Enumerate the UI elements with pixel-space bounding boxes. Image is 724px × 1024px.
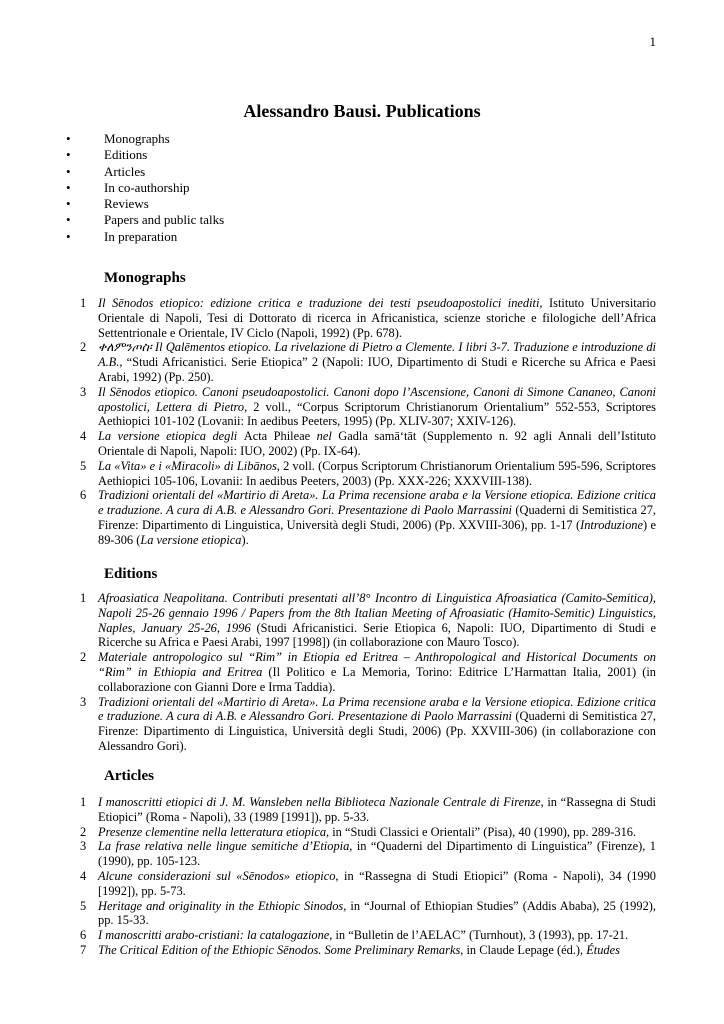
entry-title-segment: The Critical Edition of the Ethiopic Sēnodos. Some Preliminary Remarks <box>98 942 461 957</box>
entry-text <box>98 825 656 840</box>
entry-title-segment: Études <box>586 942 620 957</box>
entry-number: 3 <box>80 384 87 399</box>
bullet: • <box>66 147 71 163</box>
entry-number: 1 <box>80 591 87 605</box>
entry-citation-segment: , in “Quaderni del Dipartimento di Linguistica” (Firenze), 1 (1990), pp. 105-123. <box>98 839 656 869</box>
entry-title-segment: nel <box>316 429 339 444</box>
toc-item <box>0 164 724 180</box>
entry-number: 7 <box>80 942 87 957</box>
toc-label: Monographs <box>104 131 170 146</box>
entry-text <box>98 591 656 650</box>
entry-citation-segment: , 2 voll., “Corpus Scriptorum Christianorum Orientalium” 552-553, Scriptores Aethiopici 101-102 (Lovanii: In aedibus Peeters, 1995) (Pp. XLIV-307; XXIV-126). <box>98 399 656 429</box>
publication-entry <box>0 459 724 489</box>
section-heading-articles: Articles <box>104 768 154 784</box>
entry-title-segment: Presenze clementine nella letteratura etiopica <box>98 824 327 839</box>
entry-number: 1 <box>80 795 87 809</box>
entry-title-segment: Il Sēnodos etiopico: edizione critica e traduzione dei testi pseudoapostolici inediti <box>98 296 540 310</box>
entry-citation-segment: , in “Journal of Ethiopian Studies” (Addis Ababa), 25 (1992), pp. 15-33. <box>98 898 656 928</box>
entry-title-segment: Afroasiatica Neapolitana. Contributi presentati all’8° Incontro di Linguistica Afroasiatica (Camito-Semitica), Napoli 25-26 gennaio 1996 / Papers from the 8th Italian Meeting of Afroasiatic (Hamito-Semitic) Linguistics, Naples, January 25-26, 1996 <box>98 591 656 635</box>
entry-title-segment: La «Vita» e i «Miracoli» di Libānos <box>98 458 277 473</box>
entry-title-segment: Tradizioni orientali del «Martirio di Areta». La Prima recensione araba e la Versione etiopica. Edizione critica e traduzione. A cura di A.B. e Alessandro Gori. Presentazione di Paolo Marrassini <box>98 488 656 518</box>
toc-label: Reviews <box>104 196 149 212</box>
entry-citation-segment: (Quaderni di Semitistica 27, Firenze: Dipartimento di Linguistica, Università degli Studi, 2006) (Pp. XXVIII-306), pp. 1-17 ( <box>98 503 656 532</box>
toc-item <box>0 180 724 196</box>
entry-citation-segment: , in Claude Lepage (éd.), <box>460 942 587 957</box>
publication-entry <box>0 385 724 429</box>
publication-entry <box>0 869 724 899</box>
entry-text <box>98 943 656 958</box>
bullet: • <box>66 163 71 179</box>
entry-citation-segment: , Istituto Universitario Orientale di Napoli, Tesi di Dottorato di ricerca in Africanistica, scienze storiche e filologiche dell’Africa Settentrionale e Orientale, IV Ciclo (Napoli, 1992) (Pp. 678). <box>98 296 656 340</box>
entry-citation-segment: (Supplemento n. 92 agli Annali dell’Istituto Orientale di Napoli, Napoli: IUO, 2002) (Pp. IX-64). <box>98 429 656 458</box>
publication-entry <box>0 695 724 754</box>
section-index <box>0 131 724 245</box>
entry-text <box>98 385 656 429</box>
bullet: • <box>66 179 71 195</box>
bullet: • <box>66 228 71 244</box>
entry-citation-segment: (Quaderni di Semitistica 27, Firenze: Dipartimento di Linguistica, Università degli Studi, 2006) (Pp. XXVIII-306) (in collaborazione con Alessandro Gori). <box>98 709 656 753</box>
publication-entry <box>0 899 724 929</box>
publication-entry <box>0 650 724 694</box>
entry-citation-segment: , “Studi Africanistici. Serie Etiopica” 2 (Napoli: IUO, Dipartimento di Studi e Ricerche su Africa e Paesi Arabi, 1992) (Pp. 250). <box>98 355 656 384</box>
publication-entry <box>0 340 724 384</box>
entry-title-segment: Introduzione <box>580 517 643 532</box>
entry-text <box>98 899 656 929</box>
articles-list <box>0 795 724 958</box>
bullet: • <box>66 212 71 228</box>
section-heading-monographs: Monographs <box>104 270 186 286</box>
editions-list <box>0 591 724 754</box>
entry-text <box>98 928 656 943</box>
entry-citation-segment: , in “Rassegna di Studi Etiopici” (Roma - Napoli), 33 (1989 [1991]), pp. 5-33. <box>98 795 656 824</box>
publication-entry <box>0 296 724 340</box>
entry-text <box>98 296 656 340</box>
toc-label: Papers and public talks <box>104 212 225 228</box>
publication-entry <box>0 928 724 943</box>
entry-number: 1 <box>80 296 87 310</box>
entry-number: 4 <box>80 868 87 883</box>
entry-title-segment: La versione etiopica <box>140 532 242 547</box>
toc-item <box>0 147 724 163</box>
entry-citation-segment: Acta Phileae <box>243 429 317 444</box>
entry-citation-segment: , in “Bulletin de l’AELAC” (Turnhout), 3 (1993), pp. 17-21. <box>329 928 629 943</box>
entry-number: 3 <box>80 839 87 854</box>
entry-citation-segment: (Il Politico e La Memoria, Torino: Editrice L’Harmattan Italia, 2001) (in collaborazione con Gianni Dore e Irma Taddia). <box>98 664 656 694</box>
toc-item <box>0 196 724 212</box>
page-title: Alessandro Bausi. Publications <box>243 101 481 121</box>
entry-citation-segment: , 2 voll. (Corpus Scriptorum Christianorum Orientalium 595-596, Scriptores Aethiopici 105-106, Lovanii: In aedibus Peeters, 2003) (Pp. XXX-226; XXXVIII-138). <box>98 458 656 488</box>
entry-citation-segment: , in “Rassegna di Studi Etiopici” (Roma - Napoli), 34 (1990 [1992]), pp. 5-73. <box>98 868 656 898</box>
entry-number: 6 <box>80 928 87 943</box>
toc-label: In preparation <box>104 228 178 244</box>
entry-number: 4 <box>80 429 87 444</box>
entry-citation-segment: ) e 89-306 ( <box>98 517 656 547</box>
entry-number: 6 <box>80 488 87 503</box>
publication-entry <box>0 839 724 869</box>
entry-title-segment: Tradizioni orientali del «Martirio di Areta». La Prima recensione araba e la Versione etiopica. Edizione critica e traduzione. A cura di A.B. e Alessandro Gori. Presentazione di Paolo Marrassini <box>98 694 656 724</box>
entry-text <box>98 695 656 754</box>
toc-item <box>0 131 724 147</box>
entry-title-segment: I manoscritti arabo-cristiani: la catalogazione <box>98 928 330 943</box>
entry-title-segment: I manoscritti etiopici di J. M. Wansleben nella Biblioteca Nazionale Centrale di Firenze <box>98 795 541 809</box>
entry-number: 2 <box>80 340 87 355</box>
page-number: 1 <box>649 34 656 49</box>
entry-number: 2 <box>80 824 87 839</box>
entry-citation-segment: , in “Studi Classici e Orientali” (Pisa), 40 (1990), pp. 289-316. <box>326 824 637 839</box>
entry-title-segment: Alcune considerazioni sul «Sēnodos» etiopico <box>98 868 336 883</box>
entry-title-segment: Il Sēnodos etiopico. Canoni pseudoapostolici. Canoni dopo l’Ascensione, Canoni di Simone Cananeo, Canoni apostolici, Lettera di Pietro <box>98 384 656 414</box>
bullet: • <box>66 196 71 212</box>
publication-entry <box>0 943 724 958</box>
publication-entry <box>0 429 724 459</box>
publication-entry <box>0 825 724 840</box>
toc-label: Articles <box>104 163 146 179</box>
entry-title-segment: Heritage and originality in the Ethiopic Sinodos <box>98 898 344 913</box>
toc-label: Editions <box>104 147 148 163</box>
toc-item <box>0 229 724 245</box>
entry-title-segment: La frase relativa nelle lingue semitiche d’Etiopia <box>98 839 350 854</box>
entry-title-segment: ቀለምንጦስ፡ Il Qalēmentos etiopico. La rivelazione di Pietro a Clemente. I libri 3-7. Traduzione e introduzione di A.B. <box>98 340 656 370</box>
bullet: • <box>66 131 71 146</box>
entry-text <box>98 429 656 459</box>
entry-number: 2 <box>80 650 87 665</box>
toc-label: In co-authorship <box>104 179 190 195</box>
entry-number: 5 <box>80 898 87 913</box>
section-heading-editions: Editions <box>104 566 158 582</box>
entry-citation-segment: (Studi Africanistici. Serie Etiopica 6, Napoli: IUO, Dipartimento di Studi e Ricerche su Africa e Paesi Arabi, 1997 [1998]) (in collaborazione con Mauro Tosco). <box>98 620 656 650</box>
entry-text <box>98 650 656 694</box>
entry-text <box>98 795 656 825</box>
toc-item <box>0 212 724 228</box>
publication-entry <box>0 591 724 650</box>
entry-text <box>98 459 656 489</box>
entry-number: 5 <box>80 458 87 473</box>
entry-title-segment: Materiale antropologico sul “Rim” in Etiopia ed Eritrea – Anthropological and Historical Documents on “Rim” in Ethiopia and Eritrea <box>98 650 656 679</box>
entry-text <box>98 340 656 384</box>
entry-number: 3 <box>80 694 87 709</box>
publication-entry <box>0 488 724 547</box>
entry-title-segment: La versione etiopica degli <box>98 429 244 444</box>
entry-text <box>98 488 656 547</box>
entry-citation-segment: ). <box>241 532 249 547</box>
monographs-list <box>0 296 724 548</box>
publication-entry <box>0 795 724 825</box>
entry-text <box>98 839 656 869</box>
entry-text <box>98 869 656 899</box>
entry-citation-segment: Gadla samā‘tāt <box>338 429 417 444</box>
